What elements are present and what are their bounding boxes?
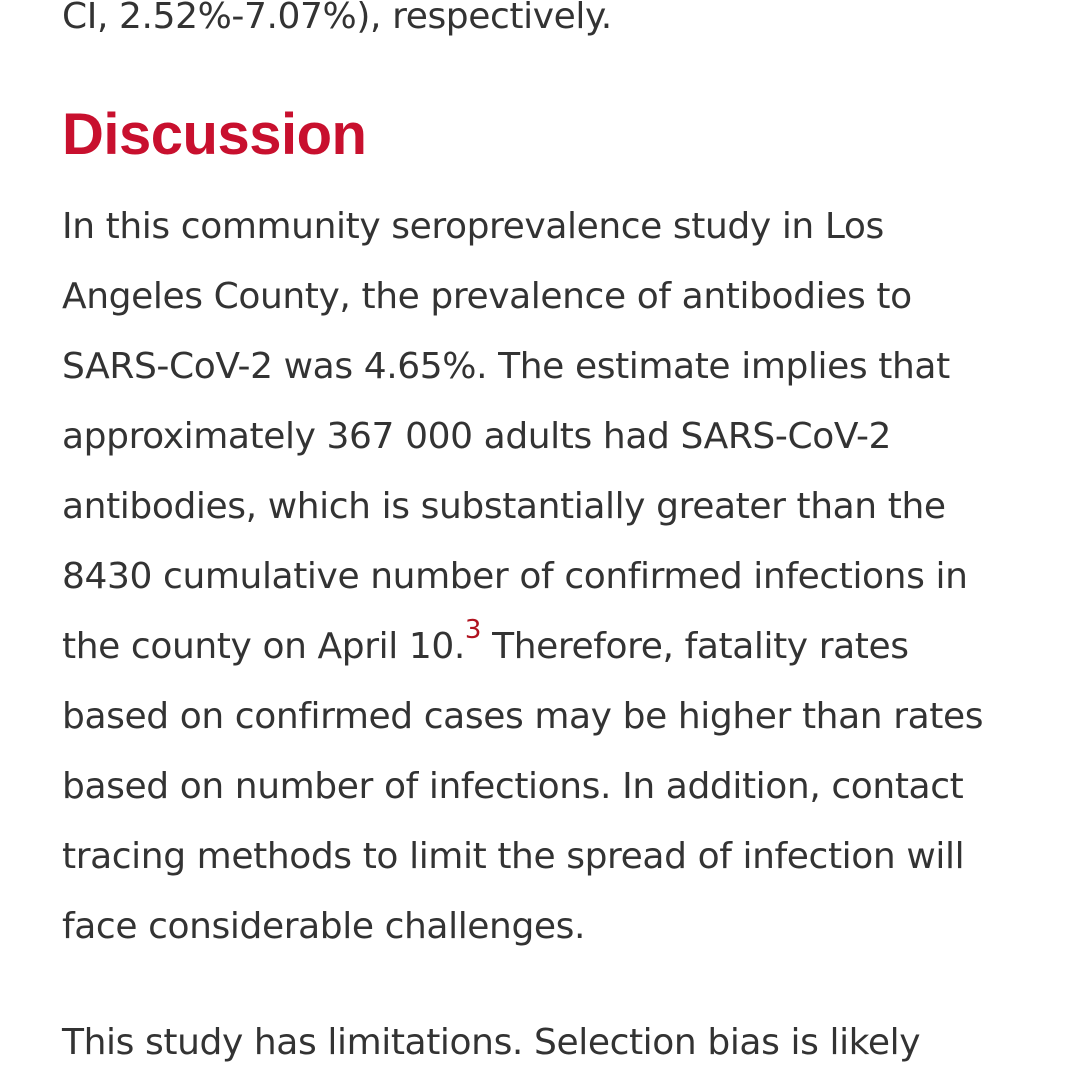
discussion-text-before-citation: In this community seroprevalence study in Los Angeles County, the prevalence of antibodies to SARS-CoV-2 was 4.65%. The estimate implies that approximately 367 000 adults had SARS-CoV-2 antibodies, which is substantially greater than the 8430 cumulative number of confirmed infections in the county on April 10. xyxy=(62,206,968,667)
discussion-paragraph xyxy=(62,192,1022,962)
article-body xyxy=(62,0,1022,1078)
section-heading: Discussion xyxy=(62,102,367,167)
next-paragraph: This study has limitations. Selection bias is likely xyxy=(62,1022,921,1063)
previous-paragraph-tail: CI, 2.52%-7.07%), respectively. xyxy=(62,0,612,37)
citation-link[interactable]: 3 xyxy=(464,615,482,645)
discussion-text-after-citation: Therefore, fatality rates based on confirmed cases may be higher than rates based on number of infections. In addition, contact tracing methods to limit the spread of infection will face considerable challenges. xyxy=(62,626,984,947)
